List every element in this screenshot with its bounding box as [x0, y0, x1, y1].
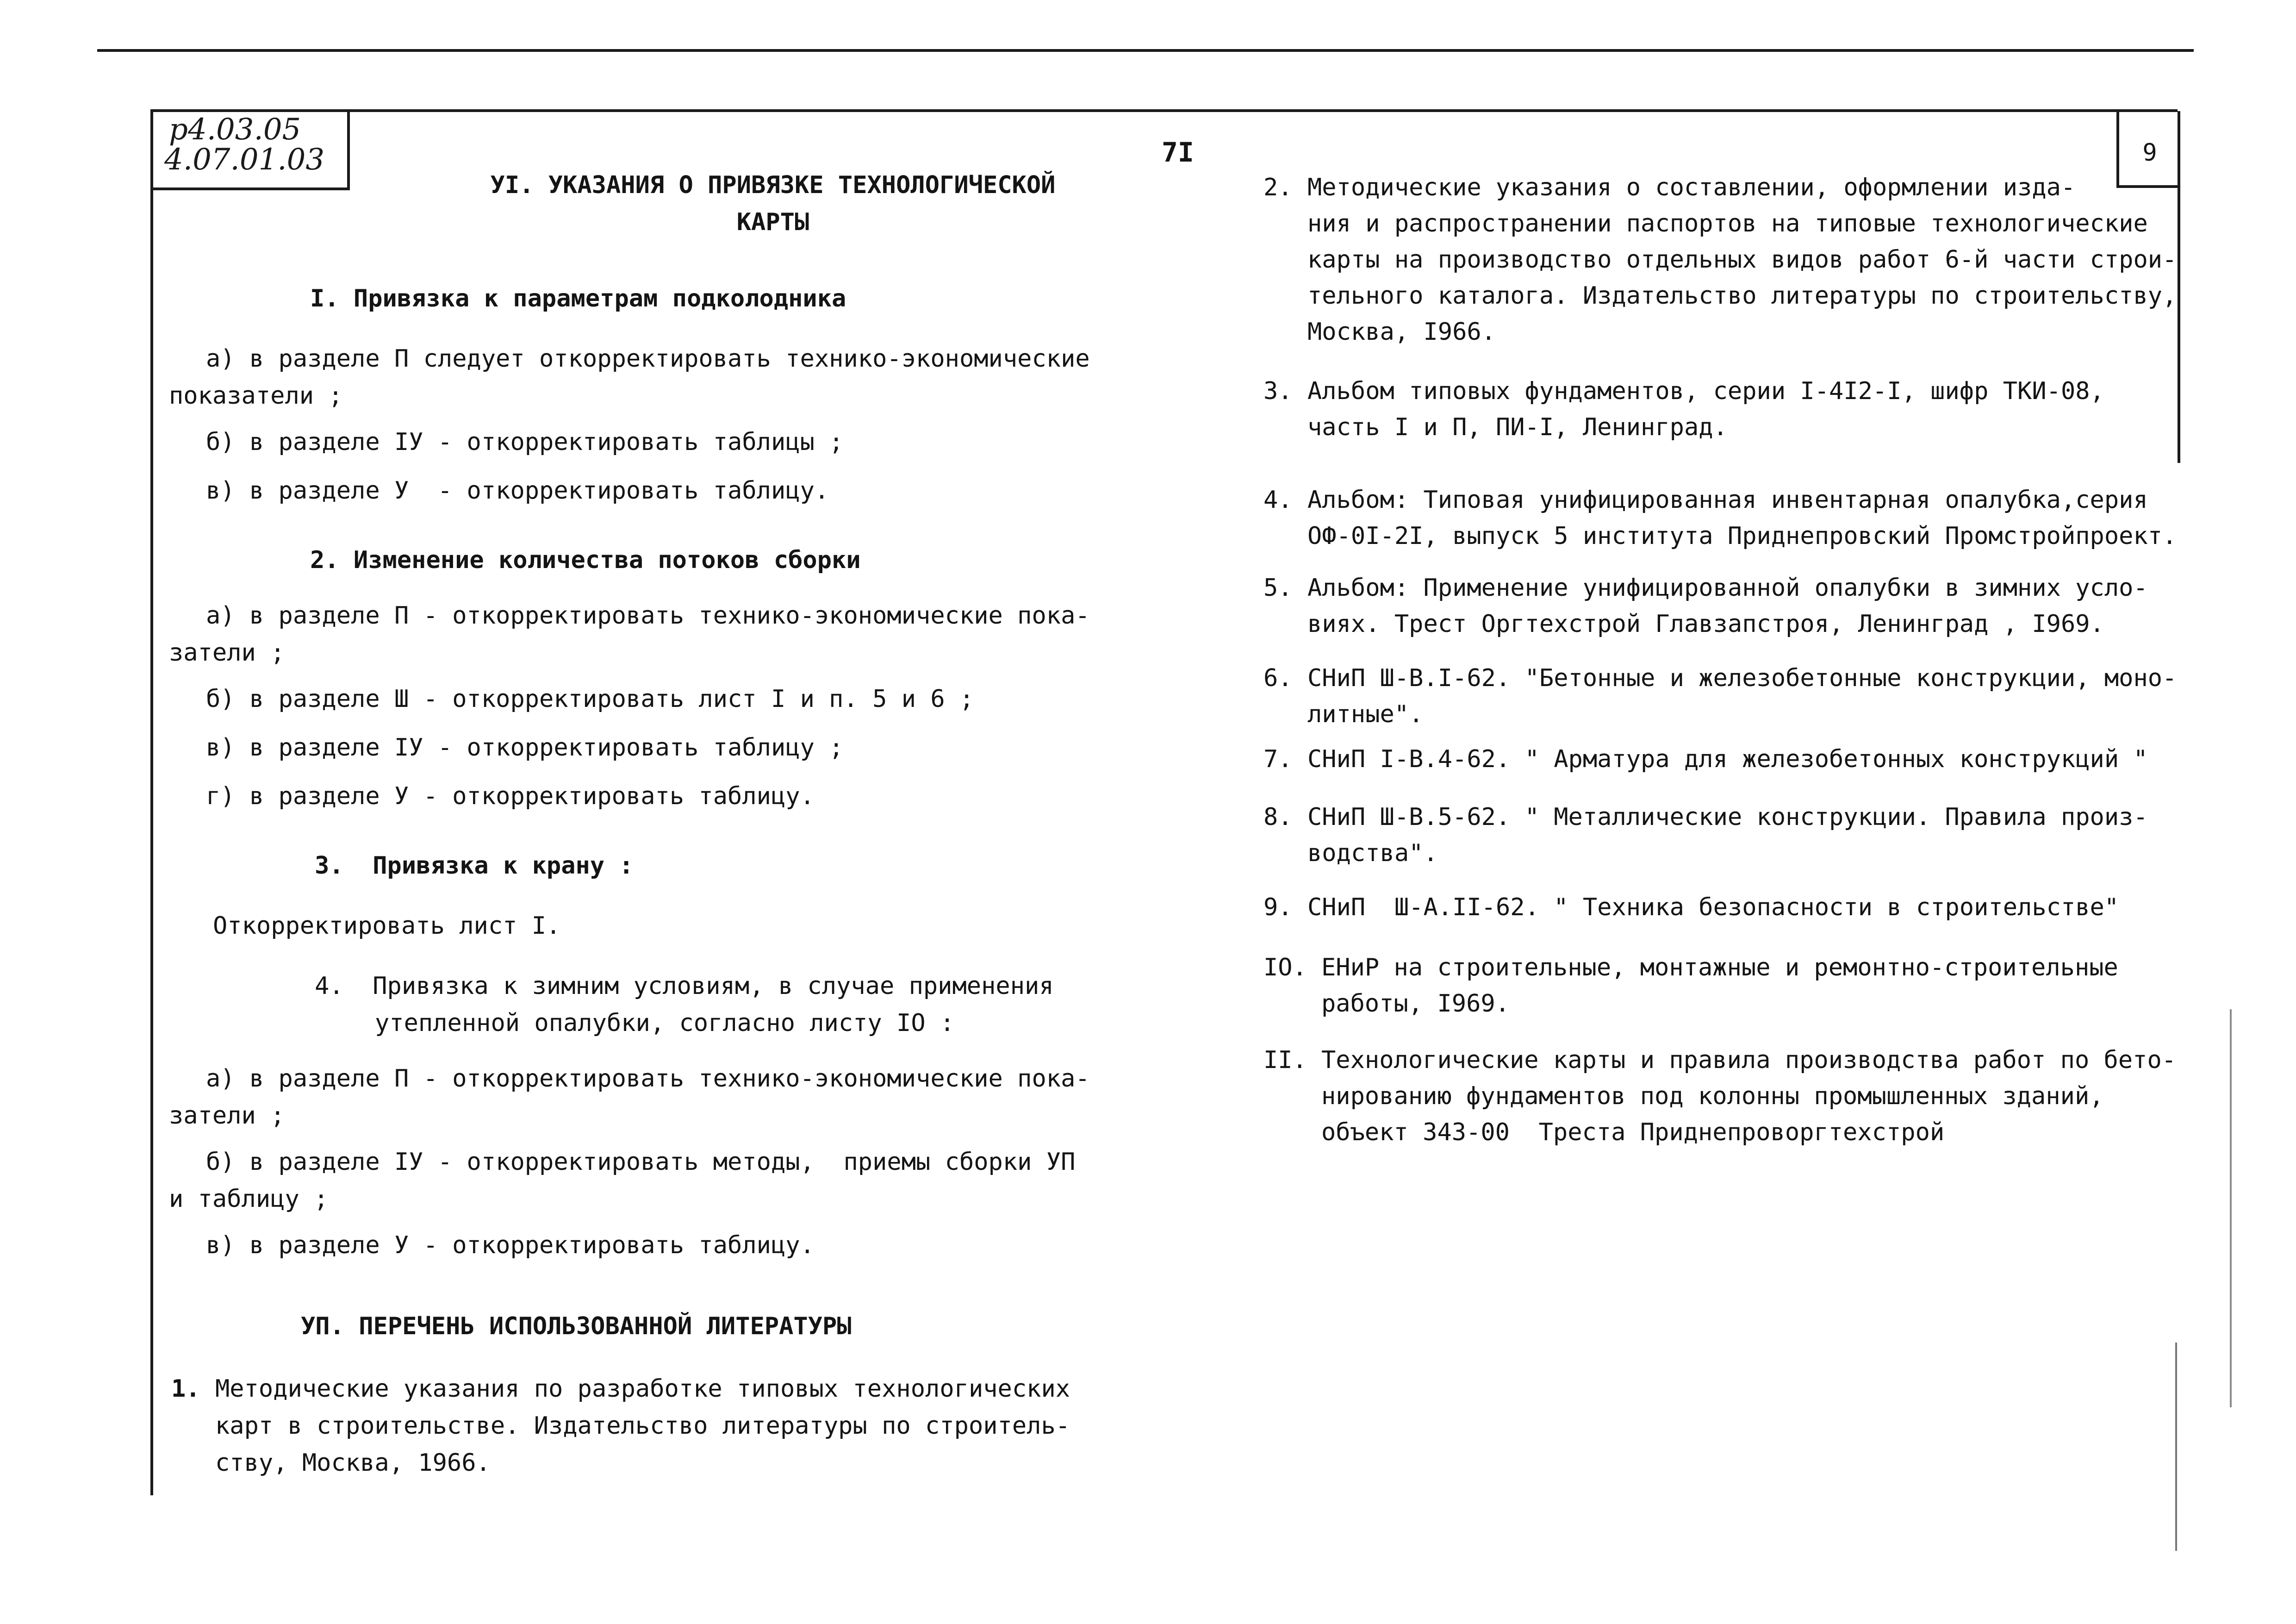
literature-item-2-number: 2.	[1263, 174, 1293, 201]
frame-top-border	[150, 109, 2178, 112]
sub2-item-a-line2: затели ;	[169, 639, 285, 667]
literature-item-4-number: 4.	[1263, 486, 1293, 514]
sub4-item-b-line2: и таблицу ;	[169, 1185, 329, 1213]
literature-item-5-line2: виях. Трест Оргтехстрой Главзапстроя, Ленинград , I969.	[1307, 610, 2104, 638]
literature-item-5-number: 5.	[1263, 574, 1293, 602]
literature-item-8-number: 8.	[1263, 803, 1293, 831]
literature-item-11-number: II.	[1263, 1046, 1307, 1074]
section6-title-line1: УI. УКАЗАНИЯ О ПРИВЯЗКЕ ТЕХНОЛОГИЧЕСКОЙ	[490, 171, 1056, 199]
literature-item-7-line1: СНиП I-В.4-62. " Арматура для железобетонных конструкций "	[1307, 745, 2148, 773]
sub4-item-a-line2: затели ;	[169, 1102, 285, 1130]
page-number: 9	[2142, 139, 2157, 167]
section7-title: УП. ПЕРЕЧЕНЬ ИСПОЛЬЗОВАННОЙ ЛИТЕРАТУРЫ	[301, 1312, 852, 1340]
sub2-item-a-line1: а) в разделе П - откорректировать технико-экономические пока-	[206, 602, 1090, 630]
literature-item-4-line1: Альбом: Типовая унифицированная инвентарная опалубка,серия	[1307, 486, 2148, 514]
literature-item-10-line2: работы, I969.	[1321, 990, 1510, 1018]
sub3-heading: 3. Привязка к крану :	[315, 852, 634, 880]
document-code-stamp	[150, 111, 350, 190]
literature-item-8-line1: СНиП Ш-В.5-62. " Металлические конструкции. Правила произ-	[1307, 803, 2148, 831]
document-code-line1: р4.03.05	[169, 112, 301, 147]
literature-item-6-number: 6.	[1263, 664, 1293, 692]
literature-item-2-line4: тельного каталога. Издательство литературы по строительству,	[1307, 282, 2177, 310]
section6-title-line2: КАРТЫ	[736, 208, 809, 236]
page-number-box	[2116, 111, 2180, 188]
sub1-heading: I. Привязка к параметрам подколодника	[310, 285, 846, 312]
literature-item-4-line2: ОФ-0I-2I, выпуск 5 института Приднепровский Промстройпроект.	[1307, 522, 2177, 550]
literature-item-11-line2: нированию фундаментов под колонны промышленных зданий,	[1321, 1082, 2104, 1110]
right-margin-mark-2	[2175, 1343, 2177, 1551]
literature-item-3-number: 3.	[1263, 377, 1293, 405]
page-number-center: 7I	[1162, 137, 1194, 168]
sub1-item-a-line1: а) в разделе П следует откорректировать технико-экономические	[206, 345, 1090, 373]
literature-item-9-line1: СНиП Ш-А.II-62. " Техника безопасности в строительстве"	[1307, 893, 2119, 921]
literature-item-11-line1: Технологические карты и правила производства работ по бето-	[1321, 1046, 2177, 1074]
sub2-item-d: г) в разделе У - откорректировать таблицу.	[206, 782, 815, 810]
literature-item-1-line3: ству, Москва, 1966.	[215, 1449, 491, 1477]
sub4-item-a-line1: а) в разделе П - откорректировать технико-экономические пока-	[206, 1065, 1090, 1093]
literature-item-3-line2: часть I и П, ПИ-I, Ленинград.	[1307, 413, 1728, 441]
literature-item-5-line1: Альбом: Применение унифицированной опалубки в зимних усло-	[1307, 574, 2148, 602]
sub1-item-b: б) в разделе IУ - откорректировать таблицы ;	[206, 428, 844, 456]
document-code-line2: 4.07.01.03	[164, 143, 325, 177]
right-margin-mark	[2230, 1009, 2232, 1407]
literature-item-6-line1: СНиП Ш-В.I-62. "Бетонные и железобетонные конструкции, моно-	[1307, 664, 2177, 692]
sub3-text: Откорректировать лист I.	[213, 912, 561, 940]
sub2-item-c: в) в разделе IУ - откорректировать таблицу ;	[206, 734, 844, 762]
sub1-item-a-line2: показатели ;	[169, 382, 343, 410]
literature-item-7-number: 7.	[1263, 745, 1293, 773]
literature-item-1-line1: Методические указания по разработке типовых технологических	[215, 1375, 1070, 1403]
literature-item-2-line2: ния и распространении паспортов на типовые технологические	[1307, 210, 2148, 237]
frame-left-border	[150, 111, 153, 1495]
literature-item-6-line2: литные".	[1307, 700, 1424, 728]
sub4-heading-line1: 4. Привязка к зимним условиям, в случае применения	[315, 972, 1054, 1000]
literature-item-2-line5: Москва, I966.	[1307, 318, 1496, 346]
literature-item-10-line1: ЕНиР на строительные, монтажные и ремонтно-строительные	[1321, 954, 2118, 981]
literature-item-9-number: 9.	[1263, 893, 1293, 921]
sub2-item-b: б) в разделе Ш - откорректировать лист I и п. 5 и 6 ;	[206, 685, 974, 713]
sub1-item-c: в) в разделе У - откорректировать таблицу.	[206, 477, 829, 505]
literature-item-2-line3: карты на производство отдельных видов работ 6-й части строи-	[1307, 246, 2177, 274]
literature-item-1-number: 1.	[171, 1375, 200, 1403]
literature-item-2-line1: Методические указания о составлении, оформлении изда-	[1307, 174, 2076, 201]
literature-item-11-line3: объект 343-00 Треста Приднепроворгтехстрой	[1321, 1118, 1945, 1146]
literature-item-3-line1: Альбом типовых фундаментов, серии I-4I2-I, шифр ТКИ-08,	[1307, 377, 2104, 405]
literature-item-8-line2: водства".	[1307, 839, 1438, 867]
sub2-heading: 2. Изменение количества потоков сборки	[310, 546, 861, 574]
sub4-item-c: в) в разделе У - откорректировать таблицу.	[206, 1231, 815, 1259]
literature-item-1-line2: карт в строительстве. Издательство литературы по строитель-	[215, 1412, 1070, 1440]
top-rule	[97, 49, 2194, 52]
literature-item-10-number: IO.	[1263, 954, 1307, 981]
sub4-item-b-line1: б) в разделе IУ - откорректировать методы, приемы сборки УП	[206, 1148, 1076, 1176]
sub4-heading-line2: утепленной опалубки, согласно листу IO :	[375, 1009, 955, 1037]
